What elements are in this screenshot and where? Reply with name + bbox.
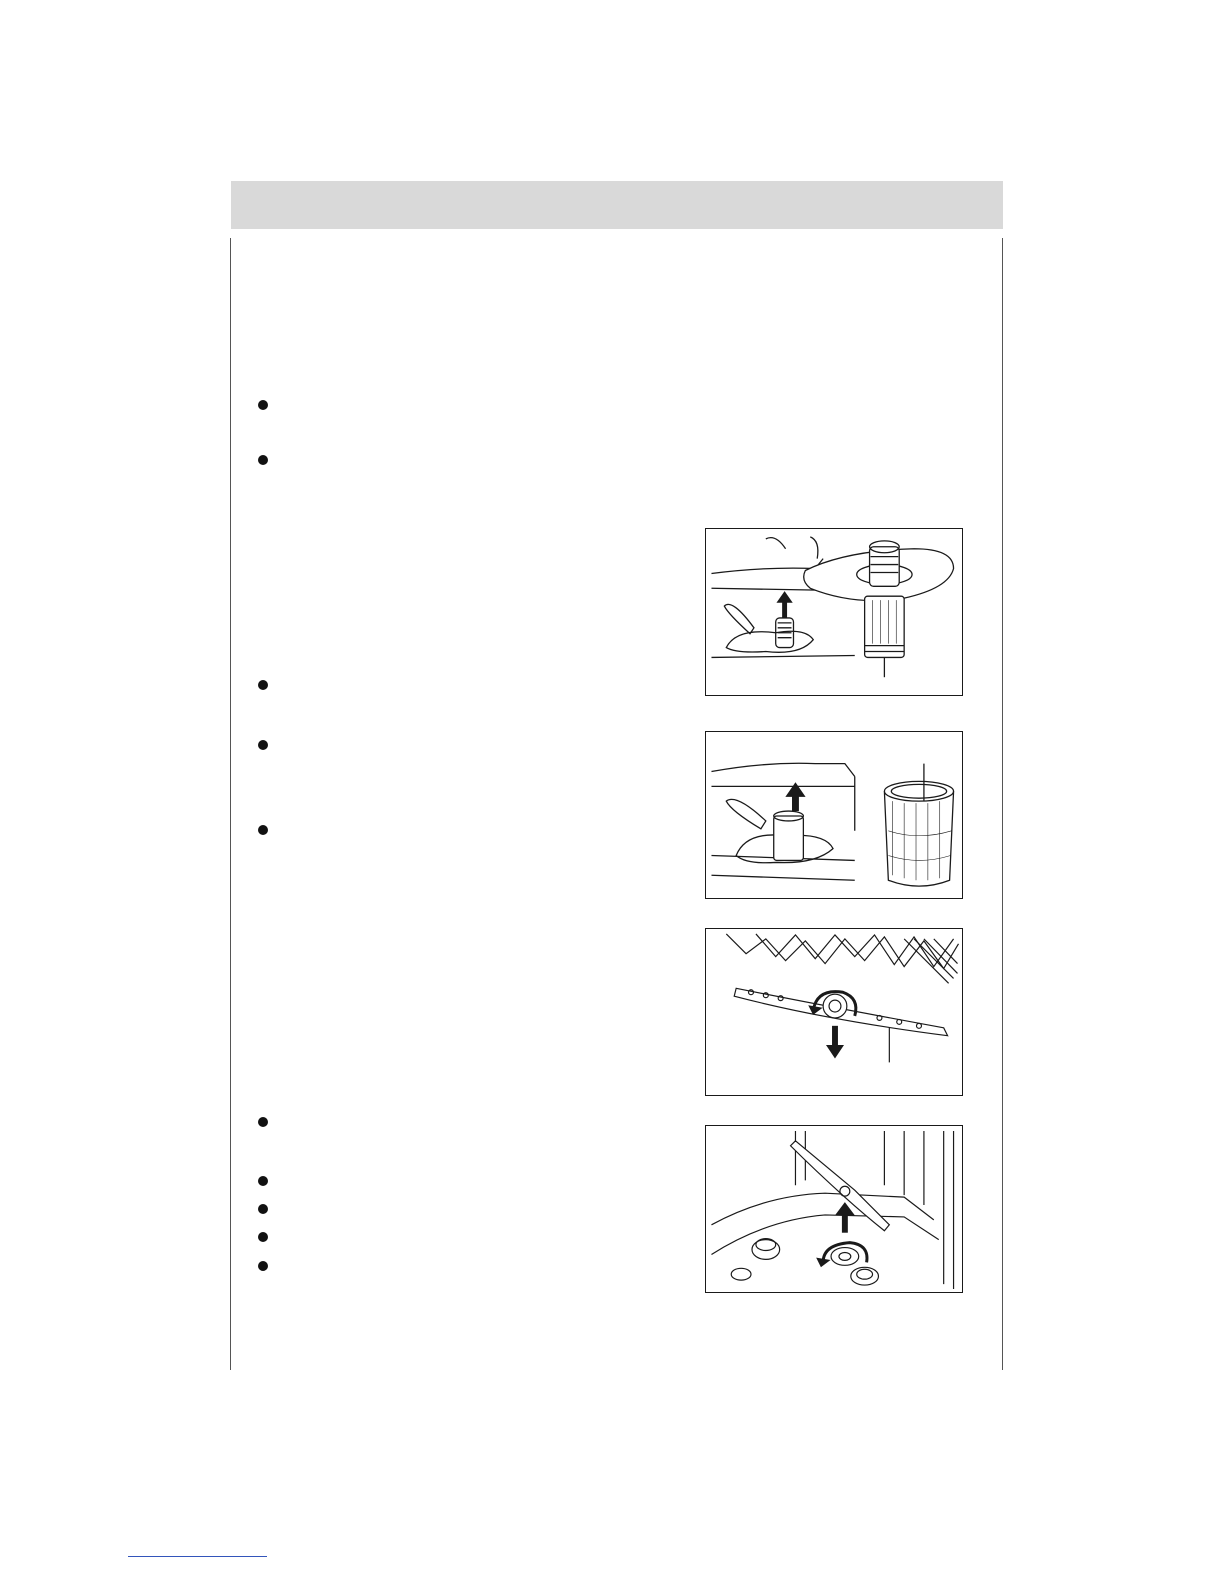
bullet-icon [258,1176,268,1186]
upper-spray-arm-figure [705,928,963,1096]
bullet-icon [258,1232,268,1242]
section-header-band [231,181,1003,229]
bullet-icon [258,825,268,835]
filter-removal-illustration-icon [706,529,962,695]
filter-removal-figure [705,528,963,696]
footer-link-underline [128,1556,267,1557]
bullet-icon [258,455,268,465]
lower-spray-arm-figure [705,1125,963,1293]
bullet-icon [258,1261,268,1271]
bullet-icon [258,740,268,750]
lower-spray-arm-illustration-icon [706,1126,962,1292]
micro-filter-figure [705,731,963,899]
bullet-icon [258,1117,268,1127]
bullet-icon [258,400,268,410]
right-margin-rule [1002,238,1003,1370]
upper-spray-arm-illustration-icon [706,929,962,1095]
micro-filter-illustration-icon [706,732,962,898]
bullet-icon [258,1204,268,1214]
left-margin-rule [230,238,231,1370]
bullet-icon [258,680,268,690]
